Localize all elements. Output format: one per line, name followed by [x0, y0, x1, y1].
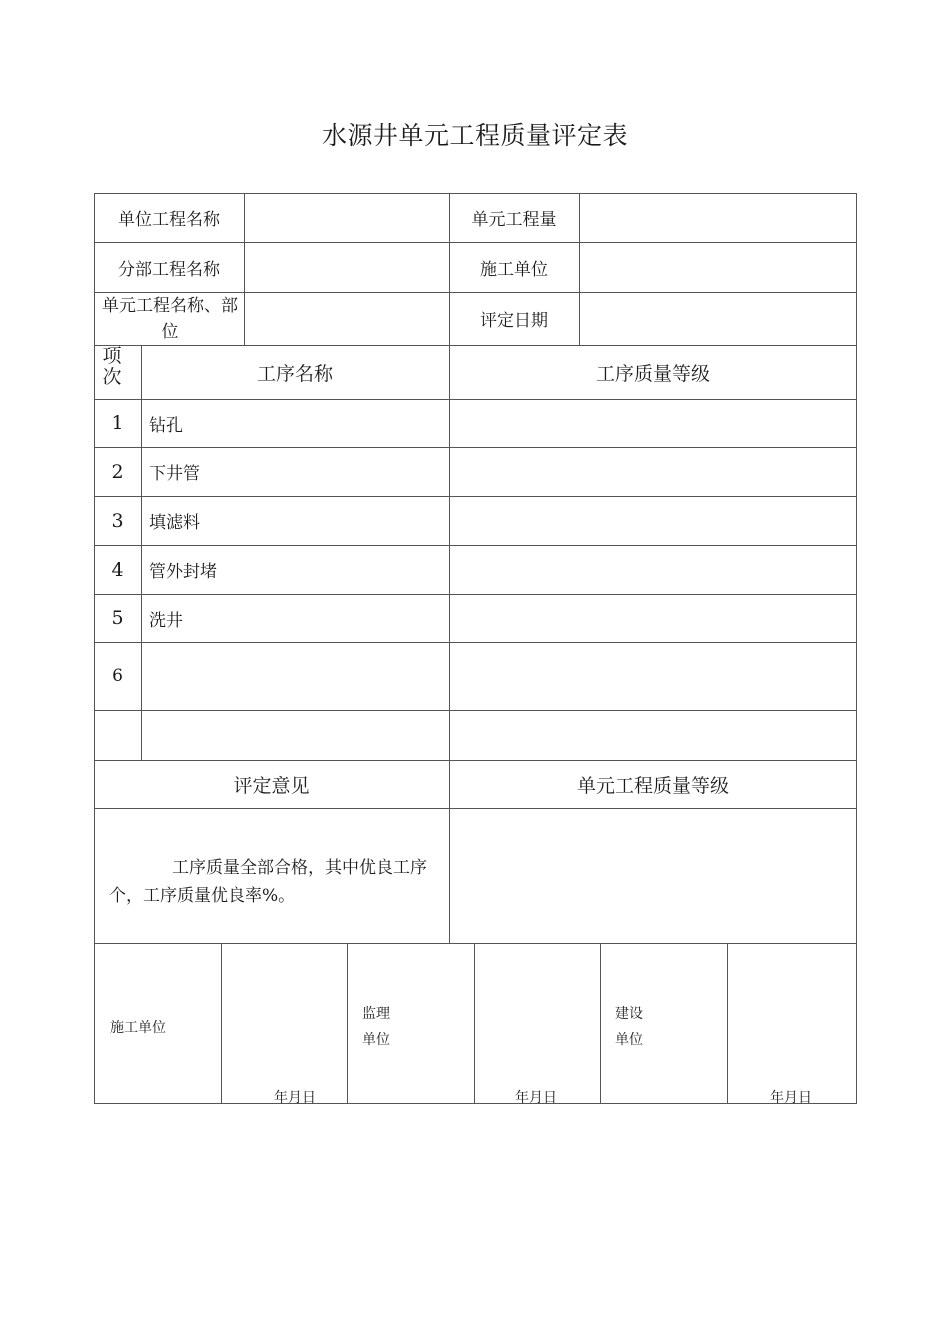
unit-grade-header: 单元工程质量等级 [576, 774, 729, 797]
supervision-sign-label-line1: 监理 [362, 1006, 390, 1022]
owner-sign-label-line1: 建设 [615, 1006, 643, 1022]
sub-project-name-label: 分部工程名称 [118, 259, 220, 280]
row-index: 5 [111, 607, 124, 629]
index-column-header: 项次 [102, 345, 122, 388]
row-index [94, 710, 141, 760]
process-grade-field[interactable] [450, 595, 856, 642]
construction-unit-label: 施工单位 [480, 259, 548, 280]
row-index: 2 [111, 460, 124, 483]
construction-signature-field[interactable] [222, 944, 347, 1084]
process-name: 管外封堵 [149, 562, 217, 582]
process-grade-field[interactable] [450, 711, 856, 760]
element-name-label: 单元工程名称、部位 [102, 296, 238, 342]
opinion-header: 评定意见 [233, 774, 310, 797]
process-grade-field[interactable] [450, 400, 856, 447]
opinion-text-line2: 个，工序质量优良率%。 [109, 886, 296, 906]
process-name: 下井管 [149, 464, 200, 484]
process-grade-field[interactable] [450, 546, 856, 594]
unit-project-name-field[interactable] [245, 194, 449, 242]
supervision-sign-label-line2: 单位 [362, 1032, 390, 1048]
process-name[interactable] [149, 710, 439, 760]
process-name-column-header: 工序名称 [256, 362, 333, 385]
col-divider [600, 943, 601, 1104]
opinion-text-line1: 工序质量全部合格，其中优良工序 [172, 858, 427, 878]
process-grade-field[interactable] [450, 497, 856, 545]
row-index: 1 [111, 412, 124, 434]
supervision-signature-field[interactable] [475, 944, 600, 1084]
construction-sign-date: 年月日 [274, 1090, 316, 1106]
row-index: 3 [111, 509, 124, 532]
row-index: 4 [111, 558, 124, 581]
construction-unit-field[interactable] [580, 243, 856, 292]
page-title: 水源井单元工程质量评定表 [321, 121, 628, 150]
unit-project-name-label: 单位工程名称 [118, 210, 220, 230]
unit-grade-field[interactable] [450, 809, 856, 943]
process-grade-field[interactable] [450, 448, 856, 496]
date-label: 评定日期 [480, 311, 548, 331]
sub-project-name-field[interactable] [245, 243, 449, 292]
owner-sign-date: 年月日 [770, 1090, 812, 1106]
element-name-field[interactable] [245, 293, 449, 345]
owner-sign-label-line2: 单位 [615, 1032, 643, 1048]
unit-quantity-label: 单元工程量 [471, 210, 557, 230]
process-name: 填滤料 [149, 513, 200, 533]
construction-unit-sign-label: 施工单位 [110, 1020, 166, 1036]
date-field[interactable] [580, 293, 856, 345]
process-name[interactable] [149, 642, 439, 710]
process-grade-field[interactable] [450, 643, 856, 710]
supervision-sign-date: 年月日 [515, 1090, 557, 1106]
process-name: 洗井 [149, 610, 183, 631]
row-index: 6 [112, 666, 123, 686]
owner-signature-field[interactable] [728, 944, 856, 1084]
col-divider [141, 345, 142, 760]
process-grade-column-header: 工序质量等级 [595, 362, 710, 385]
unit-quantity-field[interactable] [580, 194, 856, 242]
process-name: 钻孔 [149, 415, 183, 436]
col-divider [347, 943, 348, 1104]
